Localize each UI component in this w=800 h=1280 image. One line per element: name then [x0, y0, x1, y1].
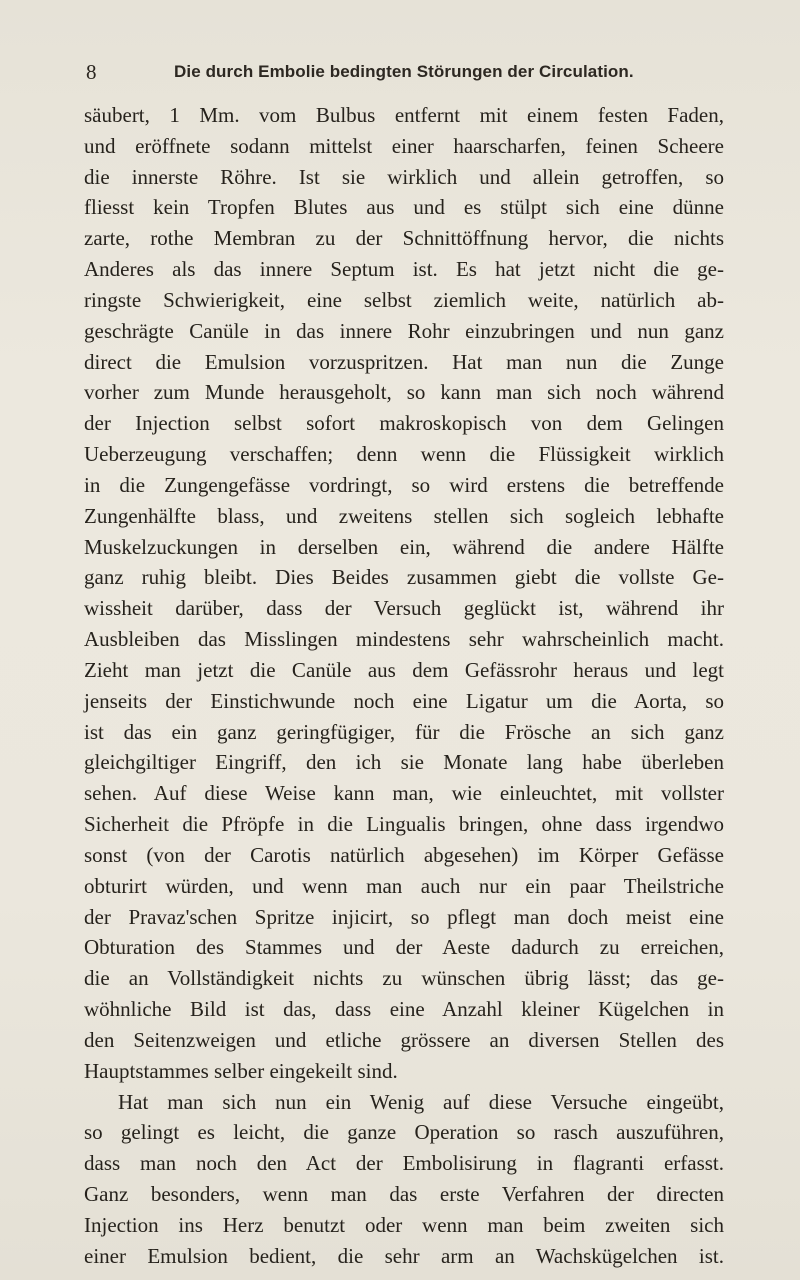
text-line: sehen. Auf diese Weise kann man, wie einleuchtet, mit vollster	[84, 781, 724, 806]
text-line: der Pravaz'schen Spritze injicirt, so pflegt man doch meist eine	[84, 904, 724, 929]
running-head	[86, 60, 726, 88]
text-line: und eröffnete sodann mittelst einer haarscharfen, feinen Scheere	[84, 133, 724, 158]
text-line: geschrägte Canüle in das innere Rohr einzubringen und nun ganz	[84, 318, 724, 343]
text-line: Hauptstammes selber eingekeilt sind.	[84, 1058, 398, 1083]
text-line: Ausbleiben das Misslingen mindestens sehr wahrscheinlich macht.	[84, 627, 724, 652]
text-line: Injection ins Herz benutzt oder wenn man beim zweiten sich	[84, 1212, 724, 1237]
text-line: Obturation des Stammes und der Aeste dadurch zu erreichen,	[84, 935, 724, 960]
text-line: obturirt würden, und wenn man auch nur ein paar Theilstriche	[84, 873, 724, 898]
text-line: sonst (von der Carotis natürlich abgesehen) im Körper Gefässe	[84, 842, 724, 867]
text-line: einer Emulsion bedient, die sehr arm an Wachskügelchen ist.	[84, 1243, 724, 1268]
page-number: 8	[86, 60, 97, 84]
running-title: Die durch Embolie bedingten Störungen der Circulation.	[174, 62, 634, 81]
text-line: wöhnliche Bild ist das, dass eine Anzahl kleiner Kügelchen in	[84, 997, 724, 1022]
text-line: ganz ruhig bleibt. Dies Beides zusammen giebt die vollste Ge-	[84, 565, 724, 590]
text-line: Anderes als das innere Septum ist. Es hat jetzt nicht die ge-	[84, 257, 724, 282]
text-line: fliesst kein Tropfen Blutes aus und es stülpt sich eine dünne	[84, 195, 724, 220]
text-line: Ueberzeugung verschaffen; denn wenn die Flüssigkeit wirklich	[84, 442, 724, 467]
text-line: die innerste Röhre. Ist sie wirklich und allein getroffen, so	[84, 164, 724, 189]
text-line: jenseits der Einstichwunde noch eine Ligatur um die Aorta, so	[84, 688, 724, 713]
text-line: Hat man sich nun ein Wenig auf diese Versuche eingeübt,	[118, 1089, 724, 1114]
text-line: Ganz besonders, wenn man das erste Verfahren der directen	[84, 1181, 724, 1206]
text-line: den Seitenzweigen und etliche grössere an diversen Stellen des	[84, 1027, 724, 1052]
text-line: vorher zum Munde herausgeholt, so kann man sich noch während	[84, 380, 724, 405]
text-line: Zieht man jetzt die Canüle aus dem Gefässrohr heraus und legt	[84, 657, 724, 682]
text-line: ist das ein ganz geringfügiger, für die Frösche an sich ganz	[84, 719, 724, 744]
text-line: säubert, 1 Mm. vom Bulbus entfernt mit einem festen Faden,	[84, 103, 724, 127]
text-line: der Injection selbst sofort makroskopisch von dem Gelingen	[84, 411, 724, 436]
text-line: Zungenhälfte blass, und zweitens stellen sich sogleich lebhafte	[84, 503, 724, 528]
text-line: wissheit darüber, dass der Versuch geglückt ist, während ihr	[84, 596, 724, 621]
text-line: zarte, rothe Membran zu der Schnittöffnung hervor, die nichts	[84, 226, 724, 251]
text-line: direct die Emulsion vorzuspritzen. Hat man nun die Zunge	[84, 349, 724, 374]
text-line: gleichgiltiger Eingriff, den ich sie Monate lang habe überleben	[84, 750, 724, 775]
text-line: Muskelzuckungen in derselben ein, während die andere Hälfte	[84, 534, 724, 559]
text-line: dass man noch den Act der Embolisirung in flagranti erfasst.	[84, 1151, 724, 1176]
text-line: so gelingt es leicht, die ganze Operation so rasch auszuführen,	[84, 1120, 724, 1145]
text-line: ringste Schwierigkeit, eine selbst ziemlich weite, natürlich ab-	[84, 287, 724, 312]
text-line: in die Zungengefässe vordringt, so wird erstens die betreffende	[84, 472, 724, 497]
body-text	[84, 100, 724, 1271]
text-line: die an Vollständigkeit nichts zu wünschen übrig lässt; das ge-	[84, 966, 724, 991]
text-line: Sicherheit die Pfröpfe in die Lingualis bringen, ohne dass irgendwo	[84, 812, 724, 837]
